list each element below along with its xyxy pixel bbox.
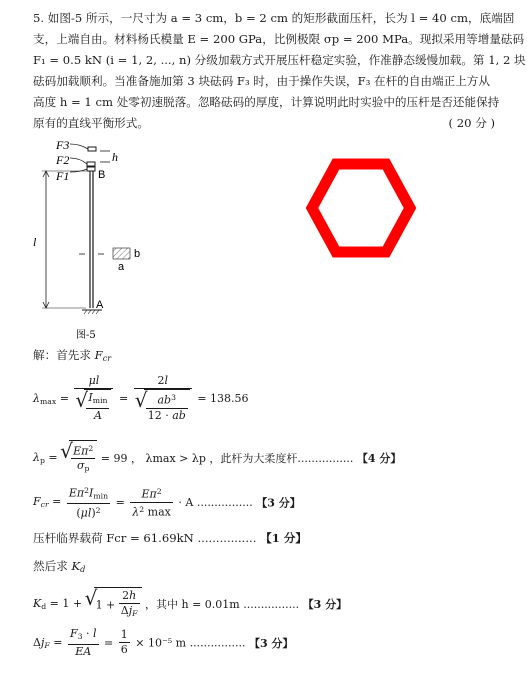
formula-kd: $K_d = 1$ + √ 1 + $\frac{2h}{\Delta j_F}$ ，其中 h = 0.01m ................ 【3 分】 <box>33 587 347 621</box>
problem-statement <box>33 8 526 134</box>
lambda-p-score: 【4 分】 <box>356 452 402 466</box>
weight-f2 <box>87 162 95 166</box>
lambda-p-tail: λmax > λp ，此杆为大柔度杆................ <box>145 452 354 466</box>
problem-line-6-text: 原有的直线平衡形式。 <box>33 116 149 130</box>
problem-score: ( 20 分 ) <box>448 116 495 130</box>
label-l: l <box>33 235 37 249</box>
leader-f1 <box>70 169 87 172</box>
formula-lambda-max: $\lambda_{max}$ = μl √ $\frac{I_{min}}{A}$ = 2l √ $\frac{ab^3}{12 \cdot ab}$ = 138.56 <box>33 374 249 423</box>
delta-tail: × 10⁻⁵ m ................ <box>135 636 246 650</box>
formula-fcr: $F_{cr}$ = $\frac{E\pi^2I_{min}}{(\mu l)^2}$ = $\frac{E\pi^2}{\lambda^2 \max}$ · A ................ 【3 分】 <box>33 486 301 520</box>
cross-section <box>113 248 130 259</box>
kd-tail: ，其中 h = 0.01m ................ <box>145 597 300 611</box>
critical-load-line <box>33 530 307 546</box>
problem-line-4: 砝码加载顺利。当准备施加第 3 块砝码 F₃ 时，由于操作失误，F₃ 在杆的自由端正上方从 <box>33 74 490 88</box>
kd-score: 【3 分】 <box>302 597 348 611</box>
fcr-dots: · A ................ <box>178 495 253 509</box>
solution-intro: 解：首先求 $F_{cr}$ <box>33 348 112 364</box>
leader-f2 <box>70 158 87 164</box>
formula-delta: $\Delta j_F$ = $\frac{F_3 \cdot l}{EA}$ = $\frac{1}{6}$ × 10⁻⁵ m ................ 【3 分】 <box>33 627 294 658</box>
weight-f3 <box>88 147 96 151</box>
label-f2: F2 <box>56 153 70 167</box>
then-kd-line: 然后求 $K_d$ <box>33 559 86 575</box>
label-a-point: A <box>96 299 104 311</box>
problem-line-6 <box>33 113 495 134</box>
column-figure <box>30 136 190 346</box>
lambda-p-value: = 99 ， <box>100 452 143 466</box>
label-sec-b: b <box>134 248 141 260</box>
problem-line-3: F₁ = 0.5 kN (i = 1, 2, ..., n) 分级加载方式开展压杆稳定实验，作准静态缓慢加载。第 1, 2 块 <box>33 53 526 67</box>
label-f3: F3 <box>56 138 70 152</box>
problem-line-1: 5. 如图-5 所示，一尺寸为 a = 3 cm，b = 2 cm 的矩形截面压杆，长为 l = 40 cm，底端固 <box>33 11 515 25</box>
label-b-point: B <box>98 169 106 181</box>
label-sec-a: a <box>118 261 125 273</box>
fcr-score: 【3 分】 <box>256 496 301 510</box>
critical-load-text: 压杆临界载荷 Fcr = 61.69kN ................ <box>33 531 257 545</box>
label-h: h <box>112 150 118 164</box>
weight-f1 <box>87 167 95 171</box>
red-hexagon <box>306 158 416 258</box>
formula-lambda-p: $\lambda_p$ = √ $\frac{E\pi^2}{\sigma_p}$ = 99 ， λmax > λp ，此杆为大柔度杆................ 【4 分】 <box>33 440 401 476</box>
critical-load-score: 【1 分】 <box>260 531 308 545</box>
problem-line-5: 高度 h = 1 cm 处零初速脱落。忽略砝码的厚度，计算说明此时实验中的压杆是否还能保持 <box>33 95 500 109</box>
leader-f3 <box>70 144 88 149</box>
figure-caption: 图-5 <box>76 330 96 341</box>
label-f1: F1 <box>56 169 70 183</box>
delta-score: 【3 分】 <box>249 636 294 650</box>
problem-line-2: 支，上端自由。材料杨氏模量 E = 200 GPa，比例极限 σp = 200 MPa。现拟采用等增量砝码 <box>33 32 525 46</box>
